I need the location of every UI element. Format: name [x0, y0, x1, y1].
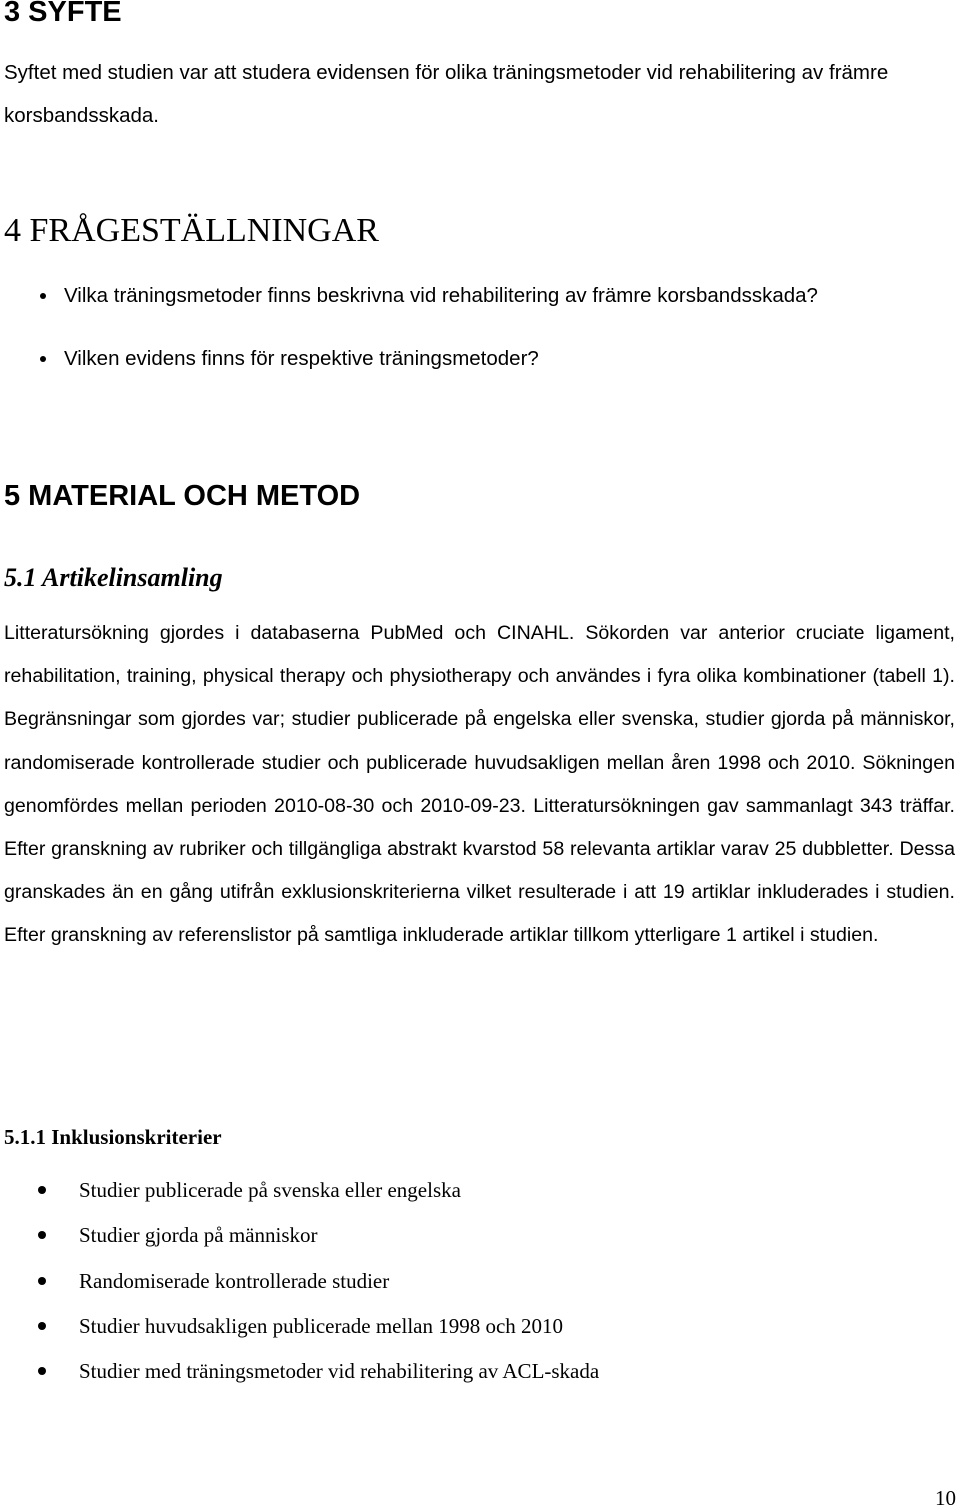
criterion-text: Studier huvudsakligen publicerade mellan 1998 och 2010 — [79, 1313, 564, 1338]
list-item — [0, 1268, 599, 1313]
section-3-heading: 3 SYFTE — [4, 0, 122, 28]
question-text: Vilken evidens finns för respektive träningsmetoder? — [64, 347, 539, 370]
bullet-icon — [40, 293, 46, 299]
criterion-text: Randomiserade kontrollerade studier — [79, 1268, 390, 1293]
criterion-text: Studier gjorda på människor — [79, 1223, 318, 1248]
list-item — [0, 1177, 599, 1222]
list-item — [0, 347, 818, 410]
page-number: 10 — [935, 1486, 956, 1510]
criterion-text: Studier publicerade på svenska eller engelska — [79, 1178, 461, 1202]
question-text: Vilka träningsmetoder finns beskrivna vid rehabilitering av främre korsbandsskada? — [64, 284, 818, 307]
bullet-icon — [38, 1231, 46, 1239]
research-questions-list — [0, 284, 818, 410]
inclusion-criteria-list — [0, 1177, 599, 1403]
section-4-heading: 4 FRÅGESTÄLLNINGAR — [4, 212, 379, 249]
list-item — [0, 1358, 599, 1403]
list-item — [0, 1313, 599, 1358]
inclusion-criteria-heading: 5.1.1 Inklusionskriterier — [4, 1125, 222, 1149]
bullet-icon — [38, 1367, 46, 1375]
method-paragraph: Litteratursökning gjordes i databaserna PubMed och CINAHL. Sökorden var anterior cruciate ligament, rehabilitation, training, physical therapy och physiotherapy och användes i fyra olika kombinationer (tabell 1). Begränsningar som gjordes var; studier publicerade på engelska eller svenska, studier gjorda på människor, randomiserade kontrollerade studier och publicerade huvudsakligen mellan åren 1998 och 2010. Sökningen genomfördes mellan perioden 2010-08-30 och 2010-09-23. Litteratursökningen gav sammanlagt 343 träffar. Efter granskning av rubriker och tillgängliga abstrakt kvarstod 58 relevanta artiklar varav 25 dubbletter. Dessa granskades än en gång utifrån exklusionskriterierna vilket resulterade i att 19 artiklar inkluderades i studien. Efter granskning av referenslistor på samtliga inkluderade artiklar tillkom ytterligare 1 artikel i studien. — [4, 622, 955, 947]
list-item — [0, 1222, 599, 1267]
subsection-5-1-heading: 5.1 Artikelinsamling — [4, 563, 223, 592]
criterion-text: Studier med träningsmetoder vid rehabilitering av ACL-skada — [79, 1359, 600, 1384]
bullet-icon — [38, 1322, 46, 1330]
bullet-icon — [40, 356, 46, 362]
section-3-text: Syftet med studien var att studera evidensen för olika träningsmetoder vid rehabilitering av främre korsbandsskada. — [4, 61, 889, 127]
bullet-icon — [38, 1186, 46, 1194]
list-item — [0, 284, 818, 347]
bullet-icon — [38, 1277, 46, 1285]
section-5-heading: 5 MATERIAL OCH METOD — [4, 480, 361, 512]
